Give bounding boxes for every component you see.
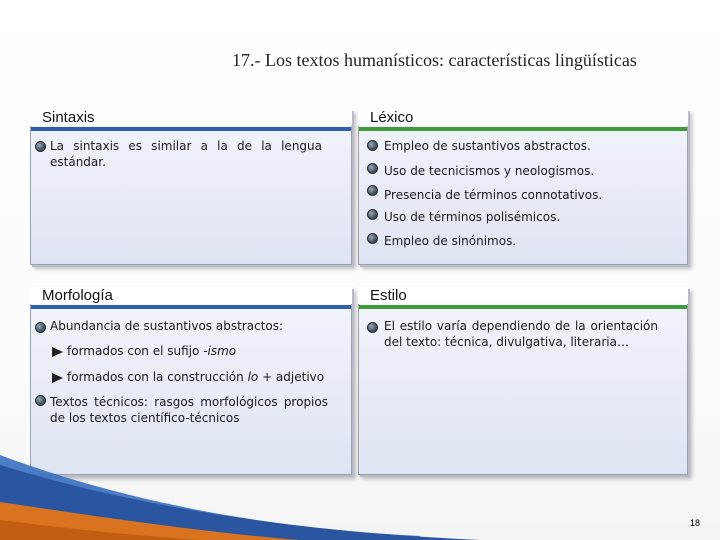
- decorative-swoosh: [0, 440, 720, 540]
- panel-heading-morfologia: Morfología: [42, 287, 113, 304]
- list-item: Presencia de términos connotativos.: [384, 188, 603, 202]
- sub-item: [52, 369, 324, 385]
- list-item: Empleo de sinónimos.: [384, 234, 517, 248]
- list-item: Empleo de sustantivos abstractos.: [384, 139, 591, 153]
- panel-heading-lexico: Léxico: [370, 109, 414, 126]
- panel-header: [358, 287, 688, 304]
- header-bar: [359, 127, 687, 131]
- header-bar: [31, 305, 351, 309]
- arrow-icon: [52, 347, 63, 357]
- list-item: Uso de términos polisémicos.: [384, 210, 561, 224]
- header-bar: [359, 305, 687, 309]
- sub-item-text: formados con el sufijo: [67, 344, 204, 358]
- sub-item-emphasis: lo: [247, 370, 259, 384]
- bullet-icon: [35, 395, 46, 406]
- sub-item-text: formados con la construcción: [67, 370, 248, 384]
- list-item: Uso de tecnicismos y neologismos.: [384, 164, 595, 178]
- panel-header: [358, 109, 688, 126]
- panel-lexico: [358, 109, 688, 265]
- list-item: Abundancia de sustantivos abstractos:: [50, 319, 284, 333]
- page-number: 18: [690, 518, 701, 528]
- bullet-icon: [367, 233, 378, 244]
- bullet-icon: [367, 185, 378, 196]
- bullet-icon: [35, 322, 46, 333]
- bullet-icon: [367, 140, 378, 151]
- bullet-icon: [367, 209, 378, 220]
- panel-header: [30, 109, 352, 126]
- bullet-icon: [367, 322, 378, 333]
- header-bar: [31, 127, 351, 131]
- sub-item-emphasis: -ismo: [203, 344, 237, 358]
- arrow-icon: [52, 373, 63, 383]
- list-item: Textos técnicos: rasgos morfológicos propios de los textos científico-técnicos: [50, 395, 328, 425]
- panel-sintaxis: [30, 109, 352, 265]
- list-item: El estilo varía dependiendo de la orientación del texto: técnica, divulgativa, literaria…: [384, 319, 658, 349]
- panel-heading-sintaxis: Sintaxis: [42, 109, 95, 126]
- bullet-icon: [367, 163, 378, 174]
- sub-item-suffix: + adjetivo: [258, 370, 325, 384]
- panel-heading-estilo: Estilo: [370, 287, 407, 304]
- sub-item: [52, 343, 236, 359]
- list-item: La sintaxis es similar a la de la lengua estándar.: [50, 139, 322, 169]
- bullet-icon: [35, 141, 46, 152]
- panel-header: [30, 287, 352, 304]
- slide-title: 17.- Los textos humanísticos: características lingüísticas: [232, 50, 637, 70]
